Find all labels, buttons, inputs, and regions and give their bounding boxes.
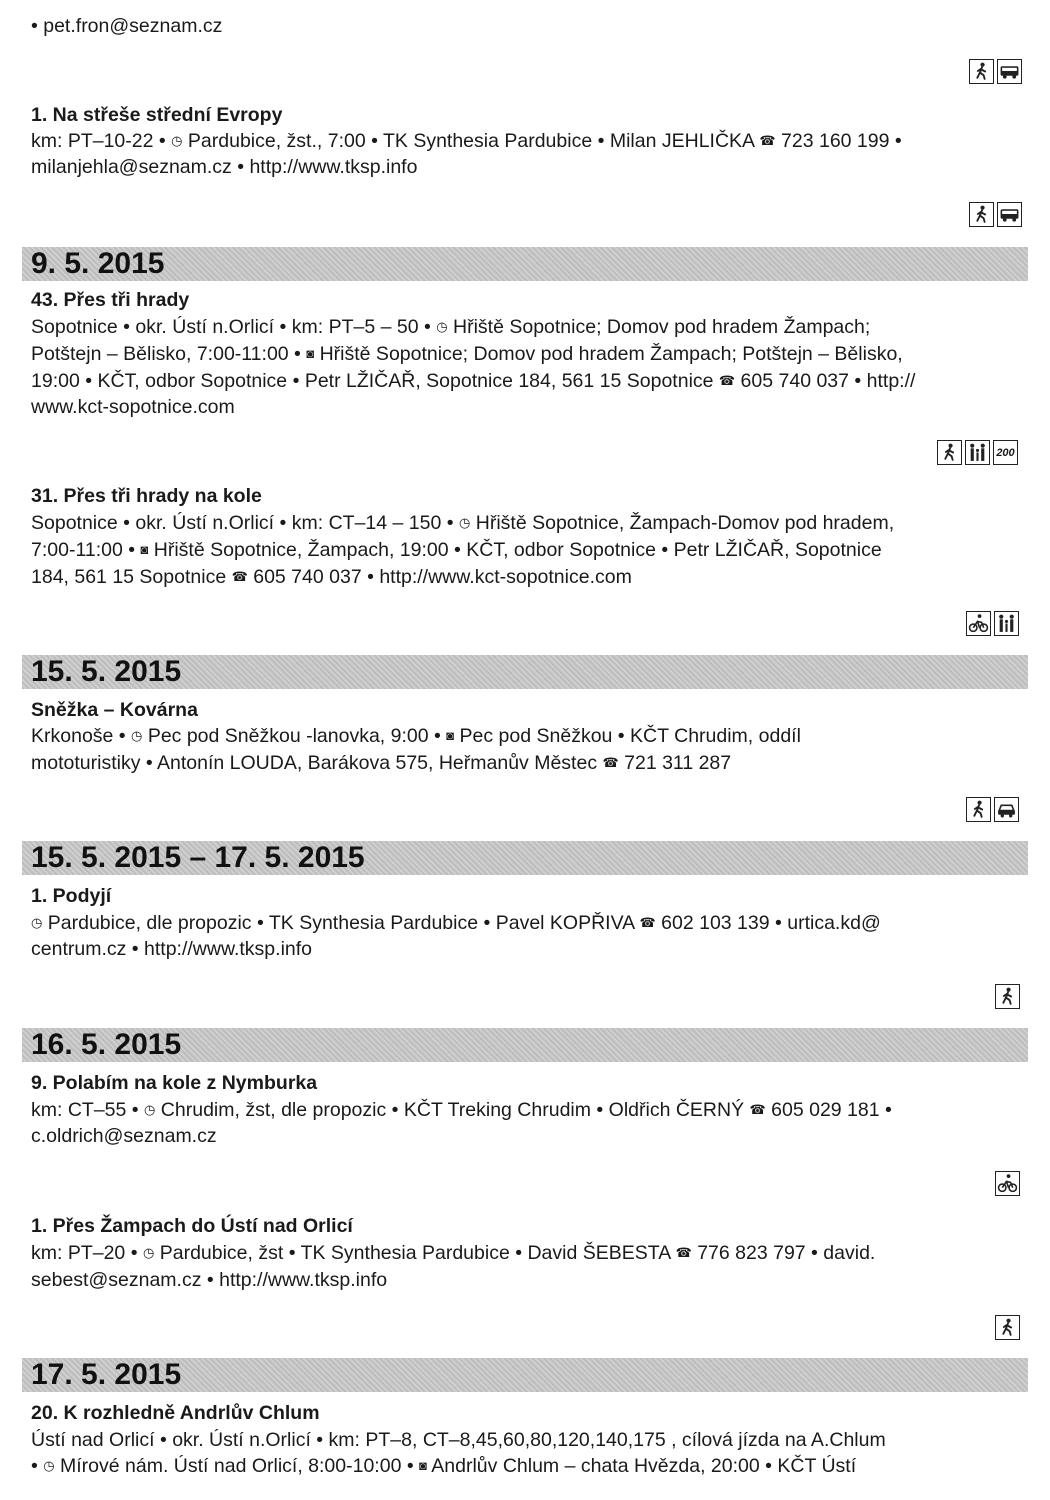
event-contact: milanjehla@seznam.cz • http://www.tksp.info (31, 156, 418, 178)
family-icon (994, 611, 1019, 636)
event-title: 20. K rozhledně Andrlův Chlum (31, 1402, 320, 1424)
event-details: Ústí nad Orlicí • okr. Ústí n.Orlicí • km: PT–8, CT–8,45,60,80,120,140,175 , cílová jízda na A.Chlum (31, 1429, 886, 1451)
event-details: 184, 561 15 Sopotnice ☎ 605 740 037 • http://www.kct-sopotnice.com (31, 566, 632, 588)
hiking-icon (969, 59, 994, 84)
event-details: Sopotnice • okr. Ústí n.Orlicí • km: CT–14 – 150 • ◷ Hřiště Sopotnice, Žampach-Domov pod hradem, (31, 512, 895, 534)
hiking-icon (995, 984, 1020, 1009)
phone-icon: ☎ (718, 373, 736, 388)
activity-icons (966, 797, 1019, 822)
event-details: Potštejn – Bělisko, 7:00-11:00 • ◙ Hřiště Sopotnice; Domov pod hradem Žampach; Potštejn – Bělisko, (31, 343, 903, 365)
finish-icon: ◙ (446, 728, 455, 743)
cycling-icon (966, 611, 991, 636)
hiking-icon (966, 797, 991, 822)
event-contact: www.kct-sopotnice.com (31, 396, 235, 418)
finish-icon: ◙ (419, 1458, 427, 1473)
clock-icon: ◷ (171, 133, 183, 148)
event-details: km: PT–20 • ◷ Pardubice, žst • TK Synthesia Pardubice • David ŠEBESTA ☎ 776 823 797 • david. (31, 1242, 876, 1264)
hiking-icon (937, 440, 962, 465)
phone-icon: ☎ (639, 915, 656, 930)
hiking-icon (969, 202, 994, 227)
car-icon (994, 797, 1019, 822)
activity-icons (937, 440, 1018, 465)
activity-icons (995, 1315, 1020, 1340)
event-details: ◷ Pardubice, dle propozic • TK Synthesia Pardubice • Pavel KOPŘIVA ☎ 602 103 139 • urtica.kd@ (31, 912, 881, 934)
cycling-icon (995, 1171, 1020, 1196)
activity-icons (969, 202, 1022, 227)
event-contact: sebest@seznam.cz • http://www.tksp.info (31, 1269, 388, 1291)
clock-icon: ◷ (436, 319, 448, 334)
date-header: 16. 5. 2015 (22, 1028, 1028, 1062)
phone-icon: ☎ (602, 755, 619, 770)
activity-icons (969, 59, 1022, 84)
event-details: km: PT–10-22 • ◷ Pardubice, žst., 7:00 • TK Synthesia Pardubice • Milan JEHLIČKA ☎ 723 160 199 • (31, 130, 902, 152)
event-details: km: CT–55 • ◷ Chrudim, žst, dle propozic • KČT Treking Chrudim • Oldřich ČERNÝ ☎ 605 029 181 • (31, 1099, 892, 1121)
clock-icon: ◷ (31, 915, 43, 930)
event-title: 31. Přes tři hrady na kole (31, 485, 262, 507)
event-contact: c.oldrich@seznam.cz (31, 1125, 217, 1147)
clock-icon: ◷ (144, 1102, 156, 1117)
event-title: 1. Podyjí (31, 885, 112, 907)
distance-200-badge: 200 (993, 440, 1018, 465)
activity-icons (995, 1171, 1020, 1196)
clock-icon: ◷ (142, 1245, 155, 1260)
email-line: • pet.fron@seznam.cz (31, 15, 223, 37)
phone-icon: ☎ (759, 133, 776, 148)
event-title: 1. Na střeše střední Evropy (31, 104, 283, 126)
event-details: 19:00 • KČT, odbor Sopotnice • Petr LŽIČAŘ, Sopotnice 184, 561 15 Sopotnice ☎ 605 740 037 • http:// (31, 370, 916, 392)
event-details: mototuristiky • Antonín LOUDA, Barákova 575, Heřmanův Městec ☎ 721 311 287 (31, 752, 732, 774)
date-header: 15. 5. 2015 (22, 655, 1028, 689)
phone-icon: ☎ (749, 1102, 766, 1117)
event-title: Sněžka – Kovárna (31, 699, 198, 721)
bus-icon (997, 59, 1022, 84)
family-icon (965, 440, 990, 465)
clock-icon: ◷ (43, 1458, 55, 1473)
date-header: 9. 5. 2015 (22, 247, 1028, 281)
finish-icon: ◙ (306, 346, 315, 361)
clock-icon: ◷ (459, 515, 471, 530)
event-title: 1. Přes Žampach do Ústí nad Orlicí (31, 1215, 353, 1237)
hiking-icon (995, 1315, 1020, 1340)
event-details: • ◷ Mírové nám. Ústí nad Orlicí, 8:00-10:00 • ◙ Andrlův Chlum – chata Hvězda, 20:00 • KČT Ústí (31, 1455, 857, 1477)
date-header: 17. 5. 2015 (22, 1358, 1028, 1392)
event-details: Krkonoše • ◷ Pec pod Sněžkou -lanovka, 9:00 • ◙ Pec pod Sněžkou • KČT Chrudim, oddíl (31, 725, 801, 747)
bus-icon (997, 202, 1022, 227)
event-title: 43. Přes tři hrady (31, 289, 190, 311)
event-title: 9. Polabím na kole z Nymburka (31, 1072, 318, 1094)
event-details: Sopotnice • okr. Ústí n.Orlicí • km: PT–5 – 50 • ◷ Hřiště Sopotnice; Domov pod hradem Žampach; (31, 316, 871, 338)
date-header: 15. 5. 2015 – 17. 5. 2015 (22, 841, 1028, 875)
phone-icon: ☎ (231, 569, 248, 584)
finish-icon: ◙ (140, 542, 149, 557)
clock-icon: ◷ (131, 728, 143, 743)
event-details: 7:00-11:00 • ◙ Hřiště Sopotnice, Žampach, 19:00 • KČT, odbor Sopotnice • Petr LŽIČAŘ, Sopotnice (31, 539, 882, 561)
event-contact: centrum.cz • http://www.tksp.info (31, 938, 313, 960)
activity-icons (995, 984, 1020, 1009)
activity-icons (966, 611, 1019, 636)
phone-icon: ☎ (675, 1245, 692, 1260)
